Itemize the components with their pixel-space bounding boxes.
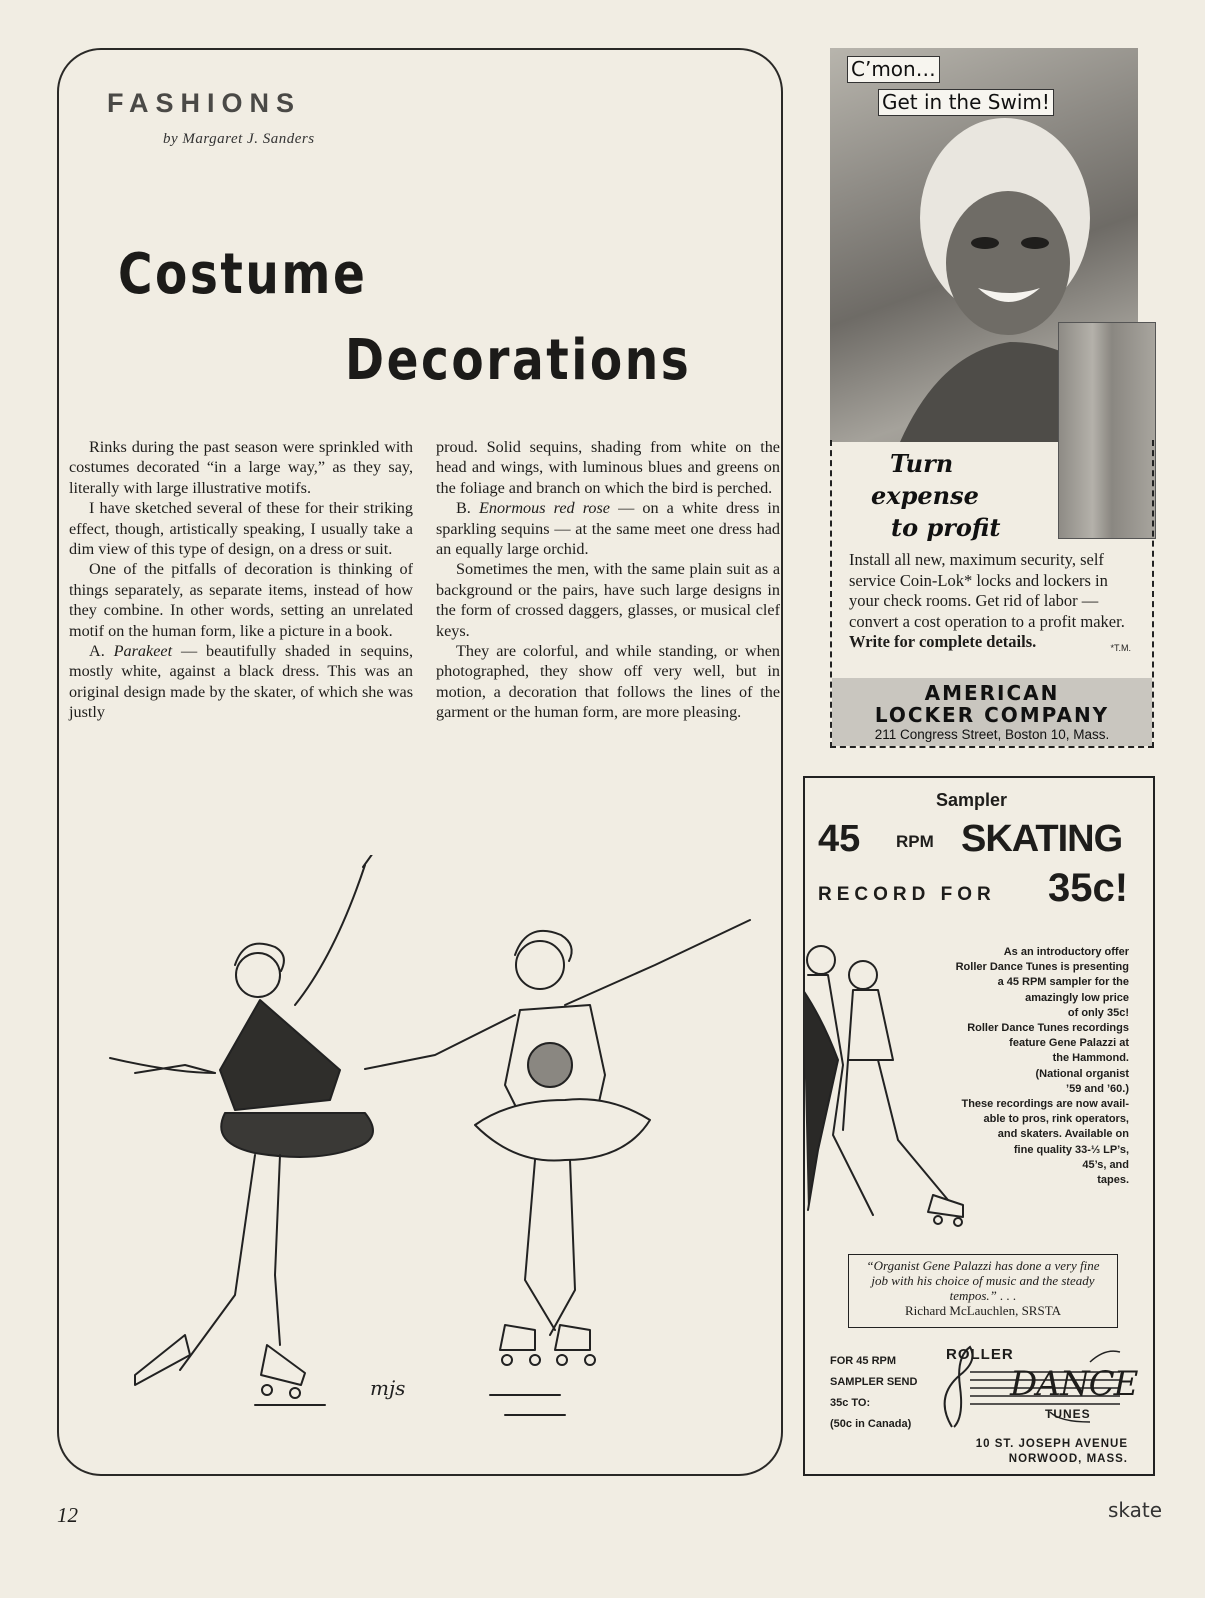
order-line: FOR 45 RPM bbox=[830, 1355, 897, 1367]
body-line: the Hammond. bbox=[1052, 1052, 1129, 1065]
skater-parakeet-figure bbox=[110, 855, 373, 1405]
body-line: (National organist bbox=[1035, 1067, 1129, 1080]
record-company-address bbox=[960, 1437, 1128, 1467]
body-line: able to pros, rink operators, bbox=[983, 1113, 1129, 1126]
ad-body-text: Install all new, maximum security, self service Coin-Lok* locks and lockers in your check rooms. Get rid of labor — convert a cost operation to a profit maker. bbox=[849, 550, 1125, 631]
sampler-label: Sampler bbox=[936, 790, 1008, 810]
body-line: tapes. bbox=[1097, 1174, 1129, 1187]
body-line: of only 35c! bbox=[1067, 1006, 1129, 1019]
article-column-right bbox=[436, 437, 780, 723]
skater-rose-figure bbox=[365, 920, 750, 1415]
section-heading: FASHIONS bbox=[107, 88, 302, 118]
page-number: 12 bbox=[57, 1503, 78, 1527]
logo-roller-text: ROLLER bbox=[946, 1346, 1014, 1363]
ad-headline-1: C’mon… bbox=[847, 56, 940, 83]
paragraph: Sometimes the men, with the same plain suit as a background or the pairs, have such large designs in the form of crossed daggers, glasses, or musical clef keys. bbox=[436, 560, 780, 640]
paragraph-rose bbox=[436, 498, 780, 559]
body-line: ’59 and ’60.) bbox=[1066, 1082, 1129, 1095]
article-title-line-2: Decorations bbox=[345, 328, 692, 393]
body-line: amazingly low price bbox=[1025, 991, 1129, 1004]
rpm-label: RPM bbox=[896, 832, 934, 851]
item-label: B. bbox=[456, 499, 471, 518]
paragraph: proud. Solid sequins, shading from white on the head and wings, with luminous blues and greens on the foliage and branch on which the bird is perched. bbox=[436, 438, 780, 497]
illustrator-signature: mjs bbox=[370, 1376, 406, 1400]
item-text: — on a white dress in sparkling sequins — at the same meet one dress had an equally large orchid. bbox=[436, 499, 780, 559]
article-column-left bbox=[69, 437, 413, 723]
skaters-illustration bbox=[95, 855, 775, 1435]
company-name-1: AMERICAN bbox=[924, 681, 1060, 705]
record-ad-body bbox=[905, 945, 1129, 1188]
ad-tagline-3: to profit bbox=[891, 513, 1001, 542]
record-for-label: RECORD FOR bbox=[818, 884, 996, 905]
testimonial-author: Richard McLauchlen, SRSTA bbox=[904, 1303, 1061, 1318]
paragraph: Rinks during the past season were sprinkled with costumes decorated “in a large way,” as they say, literally with large illustrative motifs. bbox=[69, 438, 413, 497]
body-line: a 45 RPM sampler for the bbox=[997, 976, 1129, 989]
body-line: feature Gene Palazzi at bbox=[1009, 1037, 1129, 1050]
order-line: 35c TO: bbox=[830, 1397, 871, 1409]
item-text: — beautifully shaded in sequins, mostly white, against a black dress. This was an original design made by the skater, of which she was justly bbox=[69, 642, 413, 722]
address-line: NORWOOD, MASS. bbox=[1008, 1453, 1128, 1465]
locker-ad-body bbox=[849, 550, 1131, 659]
logo-dance-text: DANCE bbox=[1010, 1364, 1138, 1404]
body-line: Roller Dance Tunes recordings bbox=[967, 1022, 1129, 1035]
body-line: 45’s, and bbox=[1082, 1158, 1129, 1171]
paragraph: I have sketched several of these for their striking effect, though, artistically speaking, I usually take a dim view of this type of design, on a dress or suit. bbox=[69, 499, 413, 559]
body-line: These recordings are now avail- bbox=[961, 1098, 1129, 1111]
skating-heading: SKATING bbox=[961, 818, 1123, 860]
body-line: Roller Dance Tunes is presenting bbox=[955, 961, 1129, 974]
company-address: 211 Congress Street, Boston 10, Mass. bbox=[874, 727, 1110, 742]
paragraph-parakeet bbox=[69, 641, 413, 723]
order-line: SAMPLER SEND bbox=[830, 1376, 918, 1388]
price: 35c! bbox=[1048, 866, 1129, 910]
item-name: Parakeet bbox=[113, 642, 173, 661]
ad-tagline-1: Turn bbox=[890, 449, 954, 478]
ad-call-to-action: Write for complete details. bbox=[849, 632, 1037, 651]
logo-tunes-text: TUNES bbox=[1045, 1407, 1091, 1421]
magazine-name: skate bbox=[1108, 1498, 1163, 1522]
item-name: Enormous red rose bbox=[478, 499, 610, 518]
testimonial-box bbox=[848, 1254, 1118, 1328]
body-line: As an introductory offer bbox=[1003, 946, 1129, 958]
company-name-2: LOCKER COMPANY bbox=[874, 703, 1110, 727]
trademark-note: *T.M. bbox=[1110, 643, 1131, 653]
ad-headline-2: Get in the Swim! bbox=[878, 89, 1054, 116]
paragraph: They are colorful, and while standing, or when photographed, they show off very well, but in motion, a decoration that follows the lines of the garment or the human form, are more pleasing. bbox=[436, 642, 780, 722]
paragraph: One of the pitfalls of decoration is thinking of things separately, as separate items, instead of how they combine. In other words, setting an unrelated motif on the human form, like a picture in a book. bbox=[69, 560, 413, 640]
byline: by Margaret J. Sanders bbox=[163, 131, 315, 147]
testimonial-quote: “Organist Gene Palazzi has done a very fine job with his choice of music and the steady tempos.” . . . bbox=[866, 1258, 1100, 1303]
address-line: 10 ST. JOSEPH AVENUE bbox=[975, 1438, 1128, 1450]
company-band bbox=[832, 678, 1152, 746]
article-title-line-1: Costume bbox=[118, 242, 368, 307]
ad-tagline-2: expense bbox=[871, 481, 979, 510]
item-label: A. bbox=[89, 642, 105, 661]
body-line: fine quality 33-⅓ LP’s, bbox=[1013, 1143, 1129, 1156]
rpm-number: 45 bbox=[818, 818, 861, 860]
order-line: (50c in Canada) bbox=[830, 1418, 912, 1430]
body-line: and skaters. Available on bbox=[997, 1128, 1129, 1141]
